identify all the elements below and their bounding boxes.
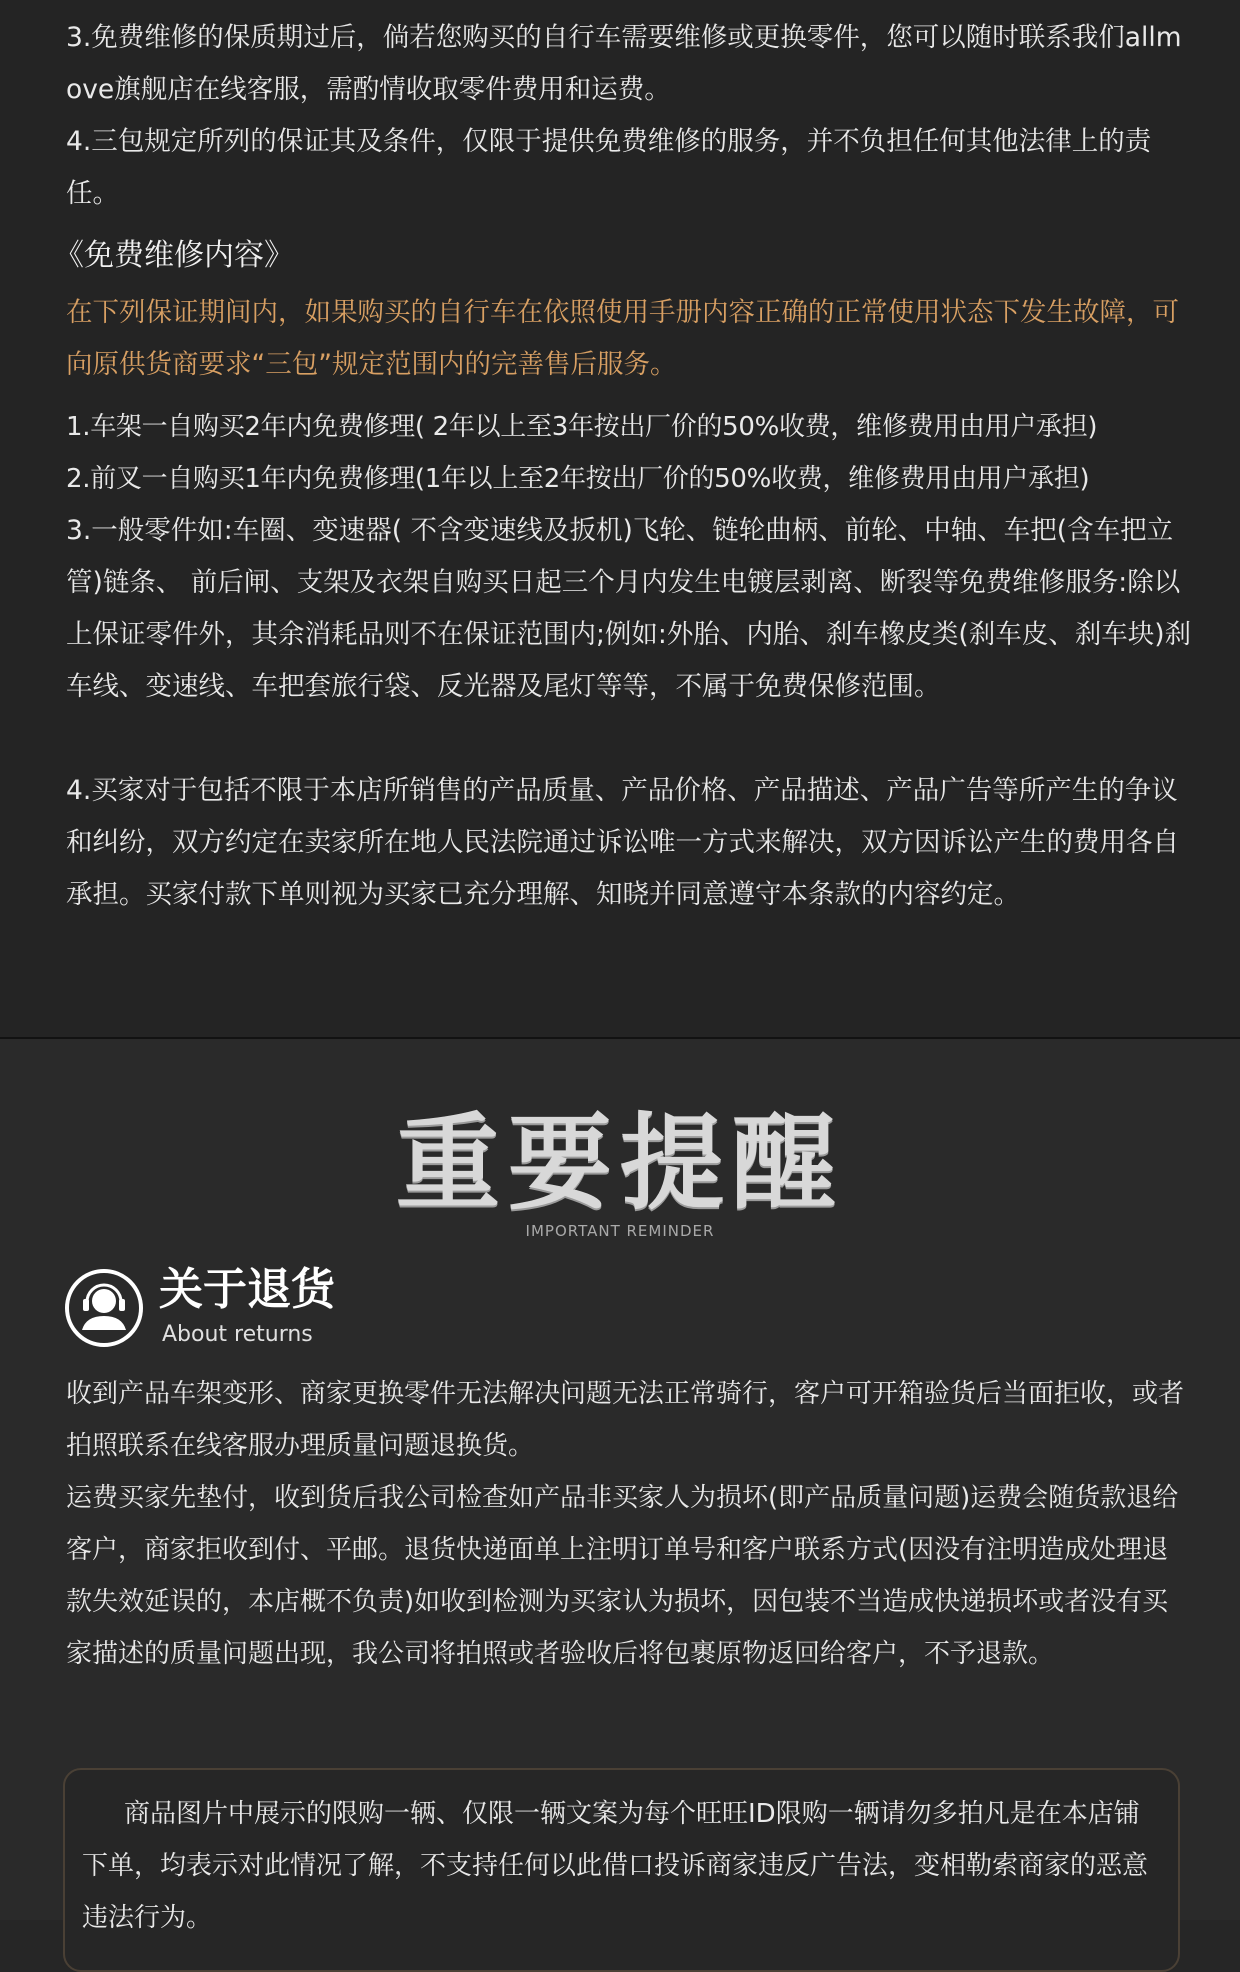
returns-heading: 关于退货 <box>159 1264 335 1315</box>
returns-heading-en: About returns <box>162 1322 313 1347</box>
repair-item-4: 4.买家对于包括不限于本店所销售的产品质量、产品价格、产品描述、产品广告等所产生的争议和纠纷，双方约定在卖家所在地人民法院通过诉讼唯一方式来解决，双方因诉讼产生的费用各自承担。买家付款下单则视为买家已充分理解、知晓并同意遵守本条款的内容约定。 <box>66 775 1179 910</box>
reminder-title: 重要提醒 <box>395 1102 844 1224</box>
warranty-intro: 在下列保证期间内，如果购买的自行车在依照使用手册内容正确的正常使用状态下发生故障，可向原供货商要求“三包”规定范围内的完善售后服务。 <box>66 297 1179 380</box>
returns-paragraph-2: 运费买家先垫付，收到货后我公司检查如产品非买家人为损坏(即产品质量问题)运费会随货款退给客户，商家拒收到付、平邮。退货快递面单上注明订单号和客户联系方式(因没有注明造成处理退款失效延误的，本店概不负责)如收到检测为买家认为损坏，因包装不当造成快递损坏或者没有买家描述的质量问题出现，我公司将拍照或者验收后将包裹原物返回给客户，不予退款。 <box>66 1483 1179 1669</box>
reminder-subtitle: IMPORTANT REMINDER <box>525 1222 715 1240</box>
warranty-paragraph-4: 4.三包规定所列的保证其及条件，仅限于提供免费维修的服务，并不负担任何其他法律上的责任。 <box>66 126 1152 209</box>
repair-item-1: 1.车架一自购买2年内免费修理( 2年以上至3年按出厂价的50%收费，维修费用由用户承担) <box>66 412 1098 442</box>
purchase-limit-notice: 商品图片中展示的限购一辆、仅限一辆文案为每个旺旺ID限购一辆请勿多拍凡是在本店铺下单，均表示对此情况了解，不支持任何以此借口投诉商家违反广告法，变相勒索商家的恶意违法行为。 <box>82 1799 1149 1933</box>
returns-paragraph-1: 收到产品车架变形、商家更换零件无法解决问题无法正常骑行，客户可开箱验货后当面拒收，或者拍照联系在线客服办理质量问题退换货。 <box>66 1379 1185 1461</box>
repair-item-2: 2.前叉一自购买1年内免费修理(1年以上至2年按出厂价的50%收费，维修费用由用户承担) <box>66 464 1090 494</box>
customer-service-icon <box>64 1268 144 1348</box>
free-repair-title: 《免费维修内容》 <box>54 238 294 273</box>
repair-item-3: 3.一般零件如:车圈、变速器( 不含变速线及扳机)飞轮、链轮曲柄、前轮、中轴、车把(含车把立管)链条、 前后闸、支架及衣架自购买日起三个月内发生电镀层剥离、断裂等免费维修服务:除以上保证零件外，其余消耗品则不在保证范围内;例如:外胎、内胎、刹车橡皮类(刹车皮、刹车块)刹车线、变速线、车把套旅行袋、反光器及尾灯等等，不属于免费保修范围。 <box>66 515 1192 702</box>
warranty-paragraph-3: 3.免费维修的保质期过后，倘若您购买的自行车需要维修或更换零件，您可以随时联系我们allmove旗舰店在线客服，需酌情收取零件费用和运费。 <box>66 22 1182 105</box>
